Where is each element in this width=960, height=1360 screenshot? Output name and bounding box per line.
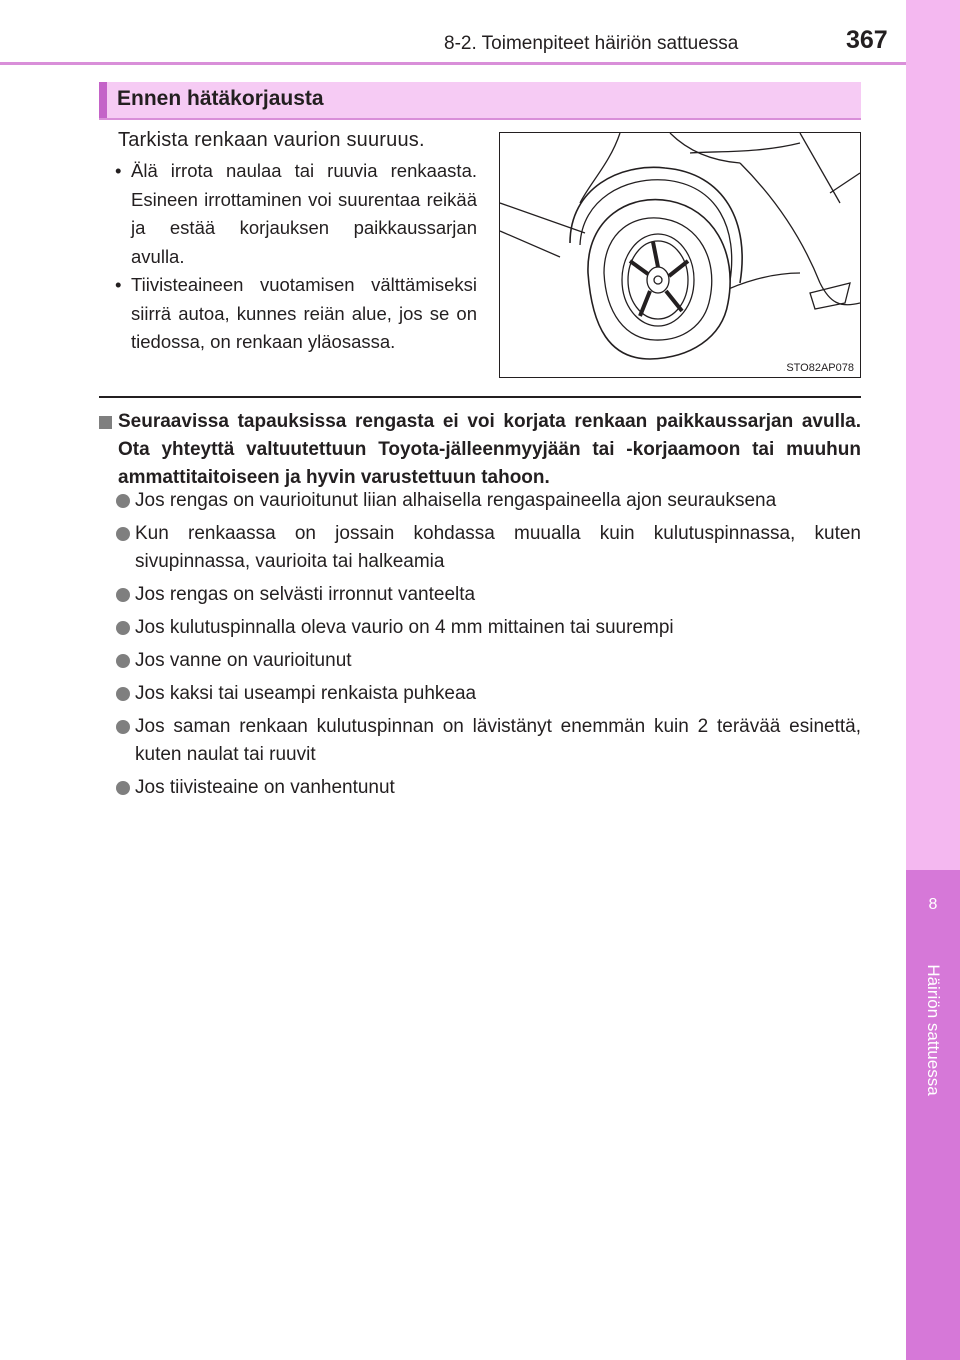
list-item [116, 774, 861, 802]
circle-bullet-icon [116, 654, 130, 668]
circle-bullet-icon [116, 781, 130, 795]
header-rule [0, 62, 906, 65]
chapter-number: 8 [928, 896, 938, 913]
list-item [115, 157, 477, 271]
section-divider [99, 396, 861, 398]
bullet-text: Älä irrota naulaa tai ruuvia renkaasta. Esineen irrottaminen voi suurentaa reikää ja estää korjauksen paikkaussarjan avulla. [131, 160, 477, 267]
circle-bullet-icon [116, 687, 130, 701]
list-item [116, 487, 861, 515]
bullet-text: Tiivisteaineen vuotamisen välttämiseksi siirrä autoa, kunnes reiän alue, jos se on tiedossa, on renkaan yläosassa. [131, 274, 477, 352]
list-item-text: Jos tiivisteaine on vanhentunut [135, 777, 395, 798]
list-item [116, 614, 861, 642]
bullet-dot-icon: • [115, 160, 122, 181]
list-item [116, 713, 861, 769]
list-item [116, 520, 861, 576]
list-item-text: Jos kaksi tai useampi renkaista puhkeaa [135, 683, 477, 704]
header-section-title: 8-2. Toimenpiteet häiriön sattuessa [444, 33, 739, 54]
notice-heading-text: Seuraavissa tapauksissa rengasta ei voi korjata renkaan paikkaussarjan avulla. Ota yhteyttä valtuutettuun Toyota-jälleenmyyjään tai -korjaamoon tai muuhun ammattitaitoiseen ja hyvin varustettuun tahoon. [118, 411, 861, 488]
list-item-text: Jos rengas on selvästi irronnut vanteelta [135, 584, 476, 605]
flat-tire-drawing [500, 133, 860, 377]
notice-list [116, 487, 861, 807]
circle-bullet-icon [116, 527, 130, 541]
section-heading [99, 82, 861, 120]
section-heading-bar [99, 82, 107, 118]
list-item-text: Jos kulutuspinnalla oleva vaurio on 4 mm mittainen tai suurempi [135, 617, 674, 638]
list-item [116, 581, 861, 609]
circle-bullet-icon [116, 588, 130, 602]
figure-code: STO82AP078 [786, 362, 854, 374]
list-item [116, 680, 861, 708]
list-item [116, 647, 861, 675]
circle-bullet-icon [116, 621, 130, 635]
notice-heading [99, 408, 861, 492]
bullet-list [115, 157, 477, 357]
circle-bullet-icon [116, 494, 130, 508]
square-bullet-icon [99, 416, 112, 429]
list-item-text: Kun renkaassa on jossain kohdassa muualla kuin kulutuspinnassa, kuten sivupinnassa, vaurioita tai halkeamia [135, 523, 861, 572]
tire-illustration [499, 132, 861, 378]
circle-bullet-icon [116, 720, 130, 734]
chapter-title: Häiriön sattuessa [924, 964, 943, 1096]
bullet-dot-icon: • [115, 274, 122, 295]
section-title: Ennen hätäkorjausta [117, 87, 324, 110]
intro-text: Tarkista renkaan vaurion suuruus. [118, 129, 425, 151]
list-item-text: Jos rengas on vaurioitunut liian alhaisella rengaspaineella ajon seurauksena [135, 490, 777, 511]
chapter-tab[interactable] [906, 870, 960, 1360]
list-item-text: Jos vanne on vaurioitunut [135, 650, 352, 671]
list-item-text: Jos saman renkaan kulutuspinnan on lävistänyt enemmän kuin 2 terävää esinettä, kuten naulat tai ruuvit [135, 716, 861, 765]
list-item [115, 271, 477, 357]
page-number: 367 [846, 26, 888, 54]
